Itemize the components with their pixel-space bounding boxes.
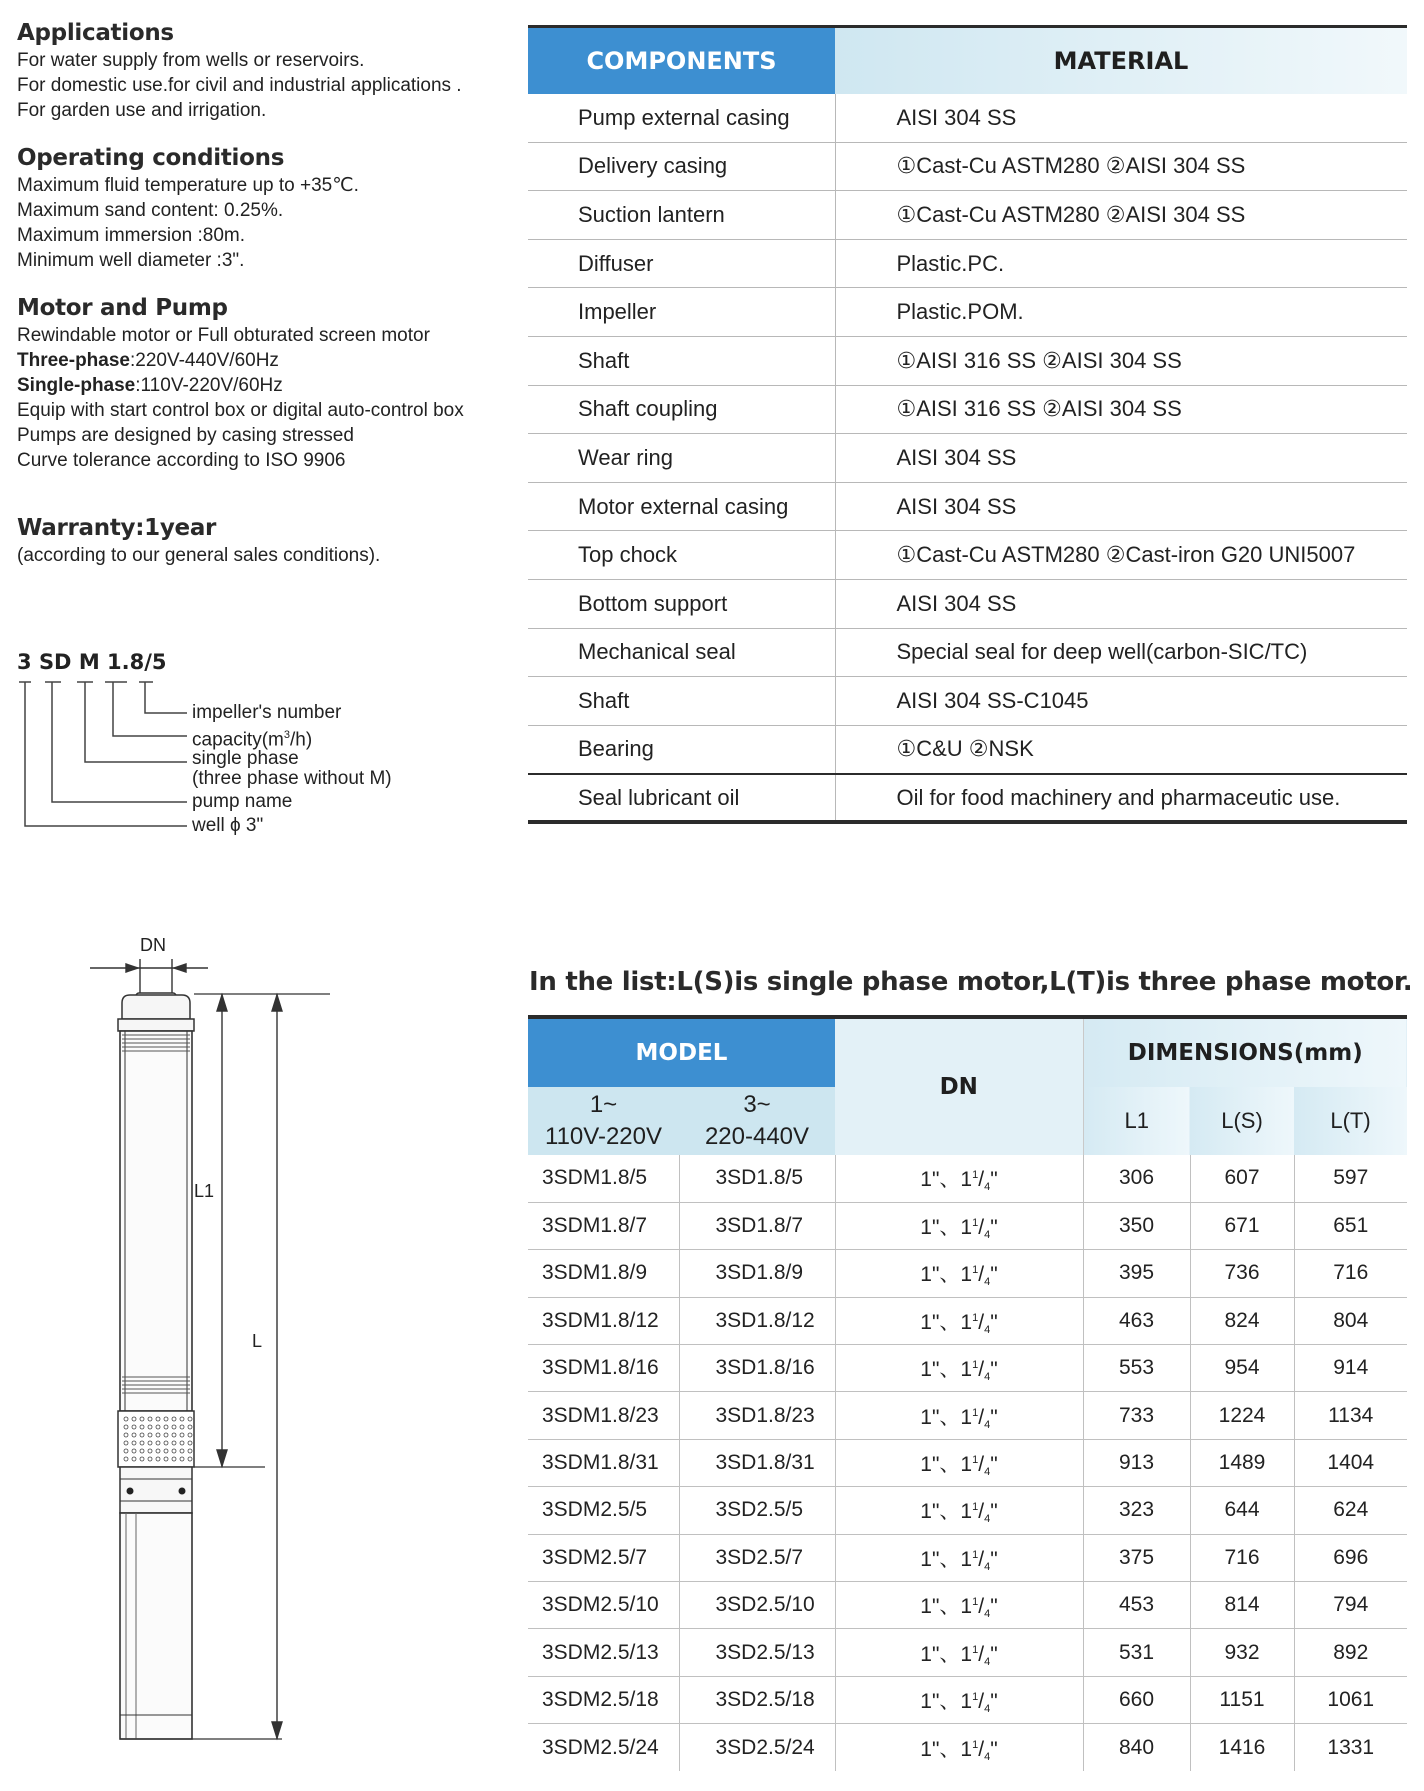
motor-pump-title: Motor and Pump <box>17 295 228 321</box>
components-header: COMPONENTS <box>528 27 835 94</box>
component-name: Diffuser <box>528 239 835 288</box>
dimension-row <box>528 1392 1407 1439</box>
ls-value: 1416 <box>1190 1724 1294 1771</box>
model-code-diagram <box>17 650 437 840</box>
component-row <box>528 774 1407 823</box>
ls-value: 736 <box>1190 1250 1294 1297</box>
three-phase-model: 3SD1.8/12 <box>679 1297 835 1344</box>
dimension-row <box>528 1202 1407 1249</box>
single-phase-model: 3SDM1.8/5 <box>528 1155 679 1202</box>
lt-value: 1404 <box>1294 1439 1407 1486</box>
lt-value: 696 <box>1294 1534 1407 1581</box>
label-well: well ϕ 3" <box>192 815 264 836</box>
component-material: ①Cast-Cu ASTM280 ②Cast-iron G20 UNI5007 <box>835 531 1407 580</box>
three-phase-voltage-header: 3~ 220-440V <box>679 1087 835 1155</box>
dn-value: 1"、$1^1/_4$" <box>835 1487 1083 1534</box>
ls-value: 1224 <box>1190 1392 1294 1439</box>
dimension-row <box>528 1487 1407 1534</box>
single-phase-model: 3SDM1.8/7 <box>528 1202 679 1249</box>
component-material: ①AISI 316 SS ②AISI 304 SS <box>835 385 1407 434</box>
dn-header: DN <box>835 1017 1083 1155</box>
list-title: In the list:L(S)is single phase motor,L(T)is three phase motor. <box>529 967 1413 997</box>
single-phase-model: 3SDM1.8/16 <box>528 1345 679 1392</box>
single-phase-model: 3SDM2.5/5 <box>528 1487 679 1534</box>
single-phase-model: 3SDM2.5/10 <box>528 1582 679 1629</box>
l1-value: 463 <box>1083 1297 1190 1344</box>
three-phase-model: 3SD2.5/18 <box>679 1676 835 1723</box>
three-phase-value: :220V-440V/60Hz <box>129 350 279 371</box>
dn-label: DN <box>140 935 166 955</box>
dimension-row <box>528 1297 1407 1344</box>
l1-value: 531 <box>1083 1629 1190 1676</box>
component-name: Suction lantern <box>528 191 835 240</box>
dimensions-table <box>528 1015 1407 1771</box>
component-material: ①C&U ②NSK <box>835 725 1407 774</box>
component-name: Seal lubricant oil <box>528 774 835 823</box>
dn-value: 1"、$1^1/_4$" <box>835 1250 1083 1297</box>
three-phase-model: 3SD2.5/13 <box>679 1629 835 1676</box>
component-material: AISI 304 SS <box>835 482 1407 531</box>
component-row <box>528 579 1407 628</box>
component-name: Pump external casing <box>528 94 835 143</box>
three-phase-model: 3SD1.8/7 <box>679 1202 835 1249</box>
applications-title: Applications <box>17 20 174 46</box>
lt-header: L(T) <box>1294 1087 1407 1155</box>
component-name: Shaft <box>528 677 835 726</box>
component-material: Plastic.PC. <box>835 239 1407 288</box>
ls-value: 932 <box>1190 1629 1294 1676</box>
component-row <box>528 482 1407 531</box>
label-pump-name: pump name <box>192 791 293 812</box>
single-phase-model: 3SDM2.5/7 <box>528 1534 679 1581</box>
ls-header: L(S) <box>1190 1087 1294 1155</box>
lt-value: 1331 <box>1327 1735 1375 1759</box>
dn-value: 1"、$1^1/_4$" <box>835 1345 1083 1392</box>
motor-pump-line: Equip with start control box or digital auto-control box <box>17 400 464 421</box>
component-row <box>528 239 1407 288</box>
three-phase-model: 3SD2.5/10 <box>679 1582 835 1629</box>
l1-value: 553 <box>1083 1345 1190 1392</box>
dn-value: 1"、$1^1/_4$" <box>835 1724 1083 1771</box>
component-row <box>528 434 1407 483</box>
single-phase-model: 3SDM1.8/31 <box>528 1439 679 1486</box>
three-phase-model: 3SD2.5/7 <box>679 1534 835 1581</box>
component-name: Bottom support <box>528 579 835 628</box>
l1-value: 913 <box>1083 1439 1190 1486</box>
single-phase-label: Single-phase <box>17 375 136 396</box>
l-label: L <box>252 1331 263 1351</box>
motor-pump-line: Pumps are designed by casing stressed <box>17 425 354 446</box>
ls-value: 954 <box>1190 1345 1294 1392</box>
component-name: Mechanical seal <box>528 628 835 677</box>
component-material: AISI 304 SS-C1045 <box>835 677 1407 726</box>
dimension-row <box>528 1676 1407 1723</box>
dn-value: 1"、$1^1/_4$" <box>835 1582 1083 1629</box>
code-well: 3 <box>17 650 32 674</box>
l1-value: 306 <box>1083 1155 1190 1202</box>
single-phase-model: 3SDM2.5/24 <box>528 1724 679 1771</box>
component-row <box>528 677 1407 726</box>
warranty-note: (according to our general sales conditions). <box>17 545 381 566</box>
code-phase: M <box>78 650 100 674</box>
lt-value: 624 <box>1294 1487 1407 1534</box>
component-name: Delivery casing <box>528 142 835 191</box>
ls-value: 671 <box>1190 1202 1294 1249</box>
component-material: ①Cast-Cu ASTM280 ②AISI 304 SS <box>835 142 1407 191</box>
component-row <box>528 94 1407 143</box>
ls-value: 824 <box>1190 1297 1294 1344</box>
dn-value: 1"、$1^1/_4$" <box>835 1392 1083 1439</box>
pump-dimension-drawing <box>70 935 330 1755</box>
code-slash: / <box>144 650 152 674</box>
component-row <box>528 628 1407 677</box>
operating-line: Maximum fluid temperature up to +35℃. <box>17 175 359 196</box>
lt-value: 597 <box>1294 1155 1407 1202</box>
dn-value: 1"、$1^1/_4$" <box>835 1629 1083 1676</box>
ls-value: 1489 <box>1190 1439 1294 1486</box>
ls-value: 814 <box>1190 1582 1294 1629</box>
ls-value: 1151 <box>1190 1676 1294 1723</box>
three-phase-model: 3SD1.8/5 <box>679 1155 835 1202</box>
lt-value: 794 <box>1294 1582 1407 1629</box>
dimension-row <box>528 1439 1407 1486</box>
operating-line: Maximum sand content: 0.25%. <box>17 200 284 221</box>
dn-value: 1"、$1^1/_4$" <box>835 1534 1083 1581</box>
code-impellers: 5 <box>151 650 167 674</box>
component-row <box>528 336 1407 385</box>
applications-line: For domestic use.for civil and industrial applications . <box>17 75 462 96</box>
component-name: Shaft coupling <box>528 385 835 434</box>
component-name: Wear ring <box>528 434 835 483</box>
label-impeller-number: impeller's number <box>192 702 342 723</box>
model-header: MODEL <box>528 1017 835 1087</box>
component-material: AISI 304 SS <box>835 434 1407 483</box>
l1-label: L1 <box>194 1181 215 1201</box>
l1-value: 453 <box>1083 1582 1190 1629</box>
lt-value: 1134 <box>1294 1392 1407 1439</box>
dimensions-header: DIMENSIONS(mm) <box>1083 1017 1407 1087</box>
single-phase-model: 3SDM1.8/12 <box>528 1297 679 1344</box>
three-phase-model: 3SD1.8/31 <box>679 1439 835 1486</box>
component-material: AISI 304 SS <box>835 94 1407 143</box>
lt-value: 914 <box>1294 1345 1407 1392</box>
dimension-row <box>528 1345 1407 1392</box>
motor-pump-line: Rewindable motor or Full obturated screen motor <box>17 325 430 346</box>
dn-value: 1"、$1^1/_4$" <box>835 1439 1083 1486</box>
component-material: Oil for food machinery and pharmaceutic use. <box>896 784 1341 810</box>
l1-value: 350 <box>1083 1202 1190 1249</box>
operating-line: Maximum immersion :80m. <box>17 225 246 246</box>
ls-value: 644 <box>1190 1487 1294 1534</box>
label-three-phase-note: (three phase without M) <box>192 768 392 789</box>
material-header: MATERIAL <box>835 27 1407 94</box>
dimension-row <box>528 1155 1407 1202</box>
l1-value: 660 <box>1083 1676 1190 1723</box>
lt-value: 651 <box>1294 1202 1407 1249</box>
dimension-row <box>528 1724 1407 1771</box>
single-phase-model: 3SDM2.5/13 <box>528 1629 679 1676</box>
l1-value: 323 <box>1083 1487 1190 1534</box>
component-material: ①Cast-Cu ASTM280 ②AISI 304 SS <box>835 191 1407 240</box>
component-row <box>528 725 1407 774</box>
single-phase-model: 3SDM1.8/9 <box>528 1250 679 1297</box>
dn-value: 1"、$1^1/_4$" <box>835 1676 1083 1723</box>
l1-value: 375 <box>1083 1534 1190 1581</box>
dn-value: 1"、$1^1/_4$" <box>835 1202 1083 1249</box>
left-info-column <box>17 18 517 568</box>
dimension-row <box>528 1250 1407 1297</box>
single-phase-model: 3SDM2.5/18 <box>528 1676 679 1723</box>
l1-value: 840 <box>1083 1724 1190 1771</box>
label-capacity: $capacity(m^3/h)$ <box>192 729 313 751</box>
component-material: Special seal for deep well(carbon-SIC/TC) <box>835 628 1407 677</box>
applications-line: For garden use and irrigation. <box>17 100 267 121</box>
single-phase-voltage-header: 1~ 110V-220V <box>528 1087 679 1155</box>
l1-header: L1 <box>1083 1087 1190 1155</box>
l1-value: 733 <box>1083 1392 1190 1439</box>
three-phase-model: 3SD2.5/24 <box>679 1724 835 1771</box>
single-phase-model: 3SDM1.8/23 <box>528 1392 679 1439</box>
component-name: Shaft <box>528 336 835 385</box>
ls-value: 716 <box>1190 1534 1294 1581</box>
three-phase-model: 3SD1.8/9 <box>679 1250 835 1297</box>
dimension-row <box>528 1534 1407 1581</box>
lt-value: 892 <box>1294 1629 1407 1676</box>
dimension-row <box>528 1582 1407 1629</box>
lt-value: 804 <box>1294 1297 1407 1344</box>
three-phase-model: 3SD2.5/5 <box>679 1487 835 1534</box>
single-phase-line <box>17 373 517 398</box>
motor-pump-line: Curve tolerance according to ISO 9906 <box>17 450 346 471</box>
lt-value: 1061 <box>1294 1676 1407 1723</box>
component-row <box>528 385 1407 434</box>
component-row <box>528 191 1407 240</box>
component-name: Motor external casing <box>528 482 835 531</box>
l1-value: 395 <box>1083 1250 1190 1297</box>
three-phase-label: Three-phase <box>17 350 130 371</box>
lt-value: 716 <box>1294 1250 1407 1297</box>
warranty-title: Warranty:1year <box>17 515 217 541</box>
dn-value: 1"、$1^1/_4$" <box>835 1155 1083 1202</box>
label-single-phase: single phase <box>192 748 299 769</box>
component-material: AISI 304 SS <box>835 579 1407 628</box>
component-row <box>528 142 1407 191</box>
three-phase-model: 3SD1.8/23 <box>679 1392 835 1439</box>
single-phase-value: :110V-220V/60Hz <box>135 375 283 396</box>
component-row <box>528 288 1407 337</box>
operating-line: Minimum well diameter :3". <box>17 250 245 271</box>
dn-value: 1"、$1^1/_4$" <box>835 1297 1083 1344</box>
component-material: ①AISI 316 SS ②AISI 304 SS <box>835 336 1407 385</box>
applications-line: For water supply from wells or reservoirs. <box>17 50 365 71</box>
operating-title: Operating conditions <box>17 145 285 171</box>
model-code-leader-lines <box>17 650 197 840</box>
code-capacity: 1.8 <box>107 650 145 674</box>
component-row <box>528 531 1407 580</box>
dimension-row <box>528 1629 1407 1676</box>
component-name: Top chock <box>528 531 835 580</box>
code-pump-name: SD <box>38 650 72 674</box>
component-name: Bearing <box>528 725 835 774</box>
ls-value: 607 <box>1190 1155 1294 1202</box>
three-phase-model: 3SD1.8/16 <box>679 1345 835 1392</box>
components-table <box>528 25 1407 824</box>
component-material: Plastic.POM. <box>835 288 1407 337</box>
component-name: Impeller <box>528 288 835 337</box>
three-phase-line <box>17 348 517 373</box>
